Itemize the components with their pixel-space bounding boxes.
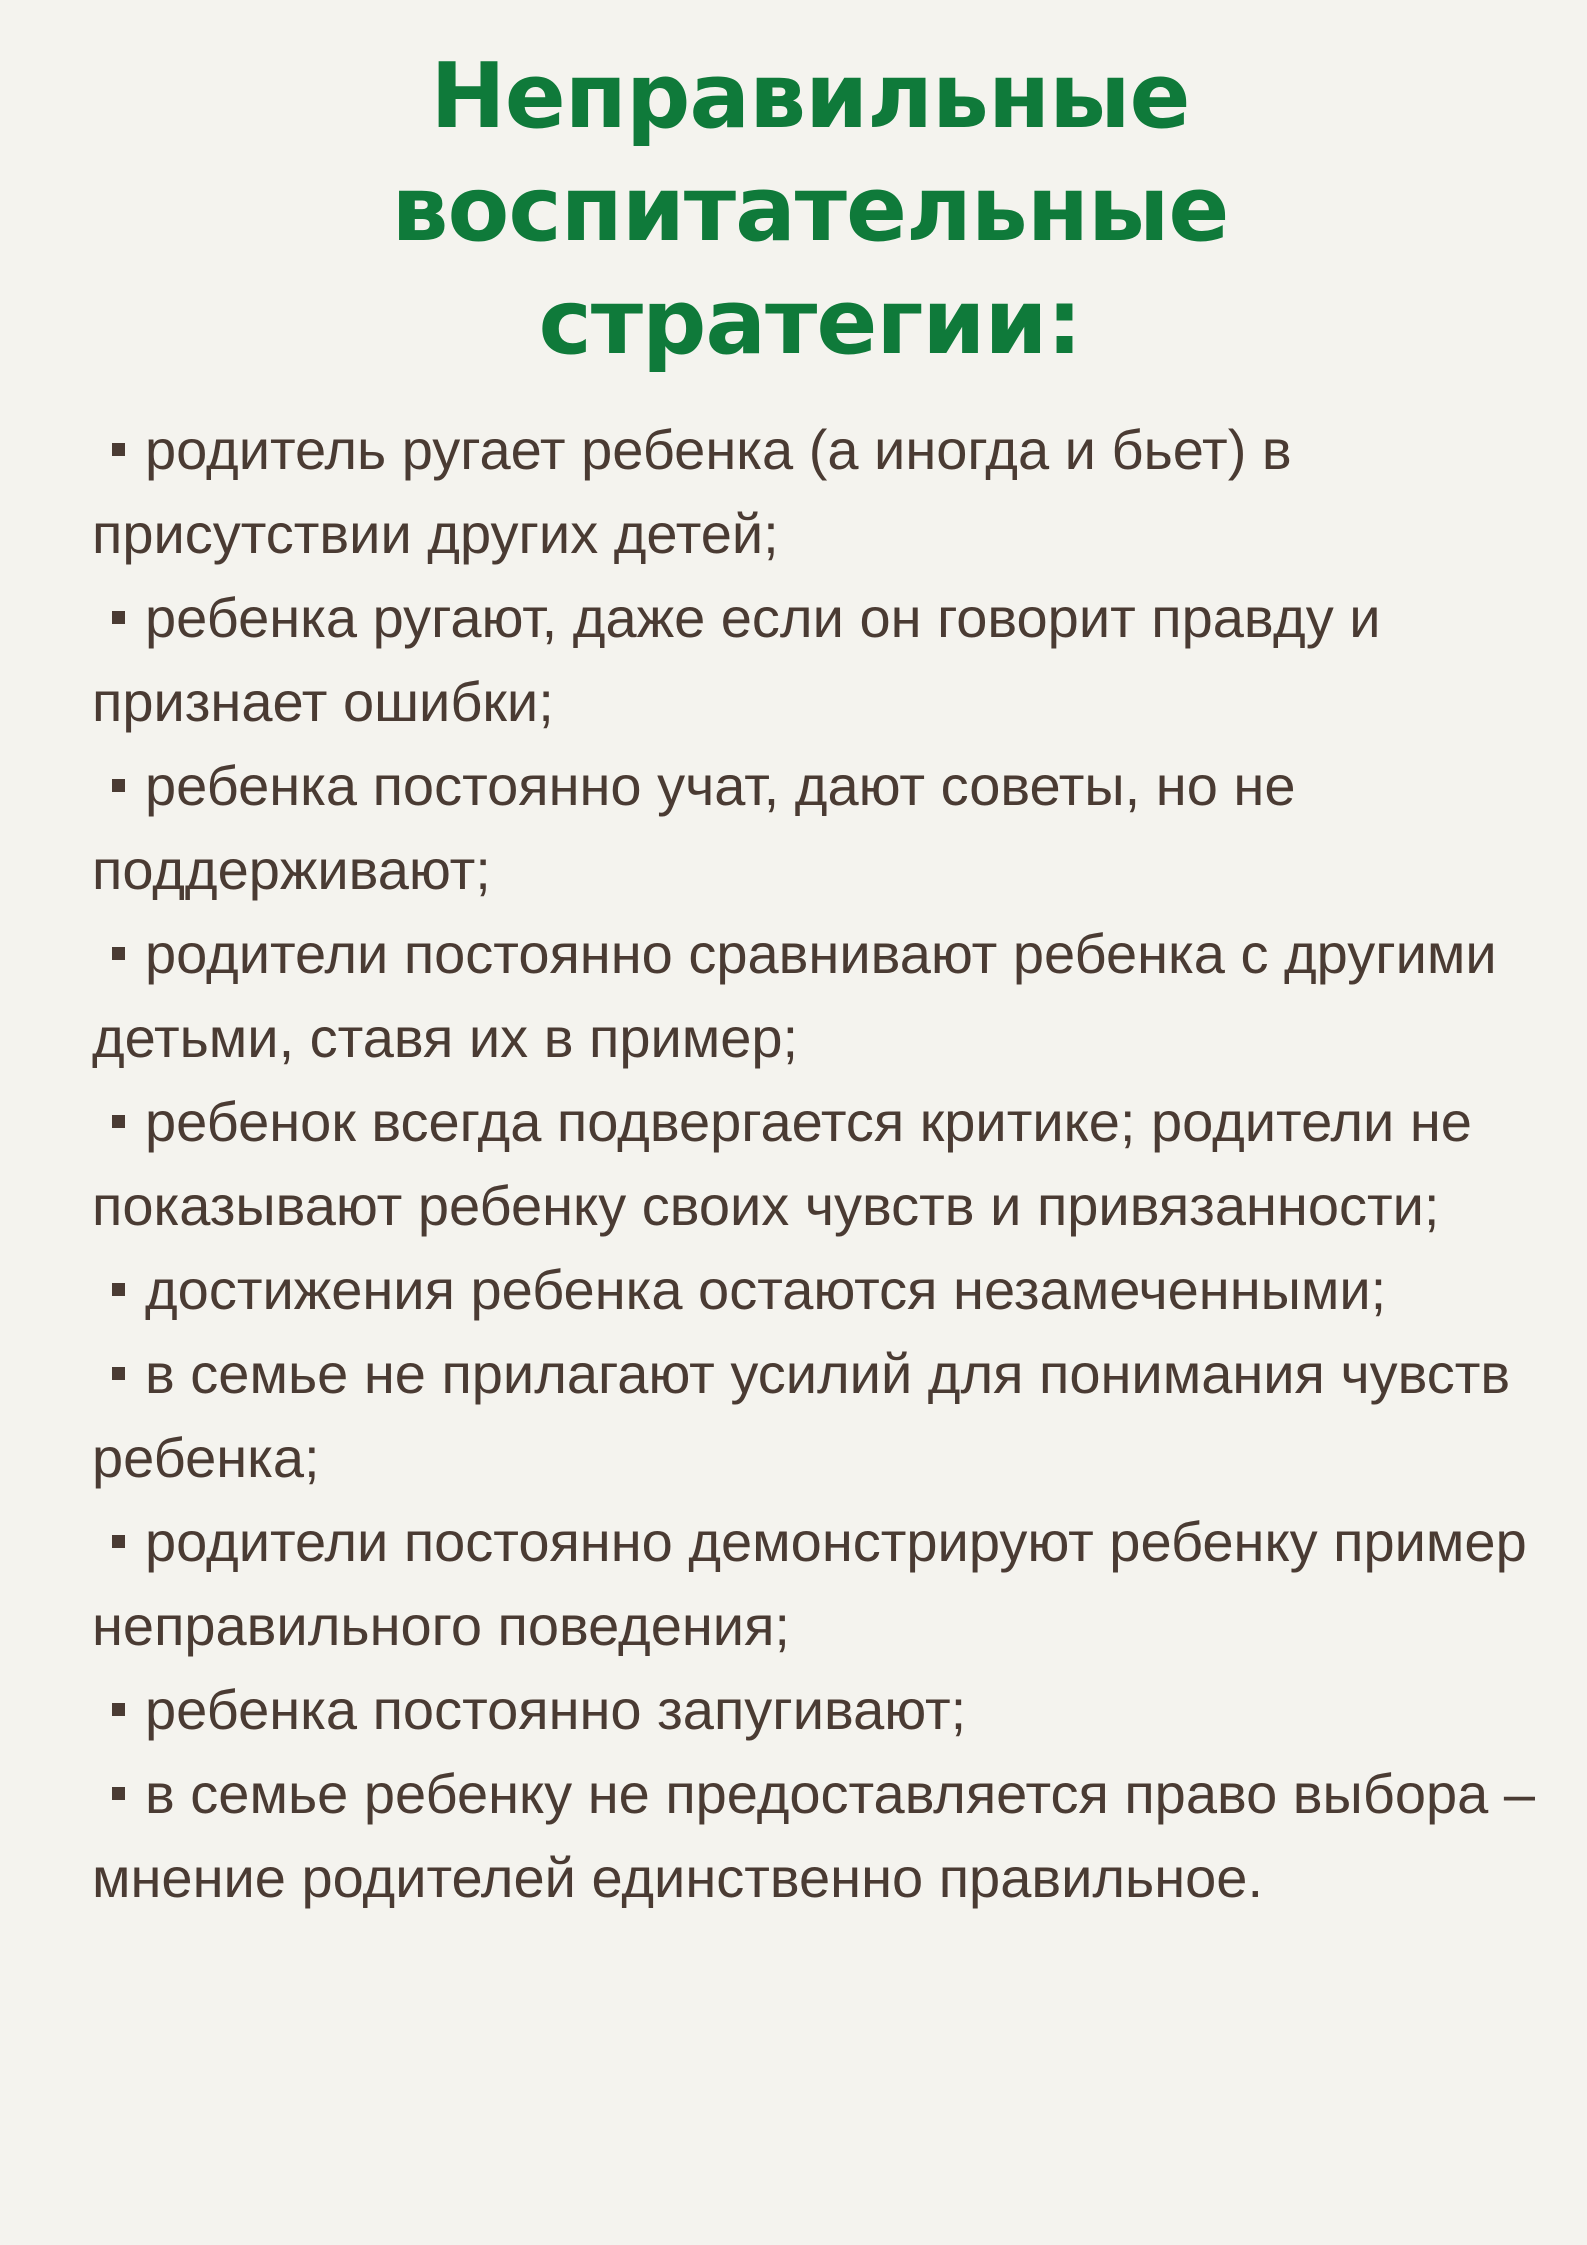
list-item: [92, 1668, 1562, 1752]
square-bullet-icon: [112, 611, 125, 624]
list-item-text: ребенка постоянно учат, дают советы, но не поддерживают;: [92, 754, 1296, 901]
square-bullet-icon: [112, 779, 125, 792]
list-item: [92, 576, 1562, 744]
list-item-text: ребенок всегда подвергается критике; родители не показывают ребенку своих чувств и привязанности;: [92, 1090, 1472, 1237]
list-item-text: ребенка ругают, даже если он говорит правду и признает ошибки;: [92, 586, 1381, 733]
square-bullet-icon: [112, 947, 125, 960]
list-item-text: родитель ругает ребенка (а иногда и бьет) в присутствии других детей;: [92, 418, 1292, 565]
list-item: [92, 1500, 1562, 1668]
list-item: [92, 912, 1562, 1080]
list-item-text: ребенка постоянно запугивают;: [145, 1678, 967, 1741]
page-title: [250, 40, 1370, 379]
list-item: [92, 1248, 1562, 1332]
list-item-text: родители постоянно демонстрируют ребенку пример неправильного поведения;: [92, 1510, 1527, 1657]
list-item: [92, 1332, 1562, 1500]
square-bullet-icon: [112, 443, 125, 456]
list-item-text: в семье ребенку не предоставляется право выбора – мнение родителей единственно правильное.: [92, 1762, 1535, 1909]
list-item: [92, 1752, 1562, 1920]
list-item-text: в семье не прилагают усилий для понимания чувств ребенка;: [92, 1342, 1511, 1489]
list-item: [92, 744, 1562, 912]
square-bullet-icon: [112, 1115, 125, 1128]
list-item-text: родители постоянно сравнивают ребенка с другими детьми, ставя их в пример;: [92, 922, 1497, 1069]
list-item-text: достижения ребенка остаются незамеченными;: [145, 1258, 1387, 1321]
square-bullet-icon: [112, 1283, 125, 1296]
square-bullet-icon: [112, 1367, 125, 1380]
list-item: [92, 408, 1562, 576]
square-bullet-icon: [112, 1703, 125, 1716]
title-line-1: Неправильные: [430, 44, 1190, 149]
list-item: [92, 1080, 1562, 1248]
square-bullet-icon: [112, 1535, 125, 1548]
strategy-list: [92, 408, 1562, 1920]
title-line-3: стратегии:: [538, 270, 1082, 375]
title-line-2: воспитательные: [391, 157, 1229, 262]
square-bullet-icon: [112, 1787, 125, 1800]
